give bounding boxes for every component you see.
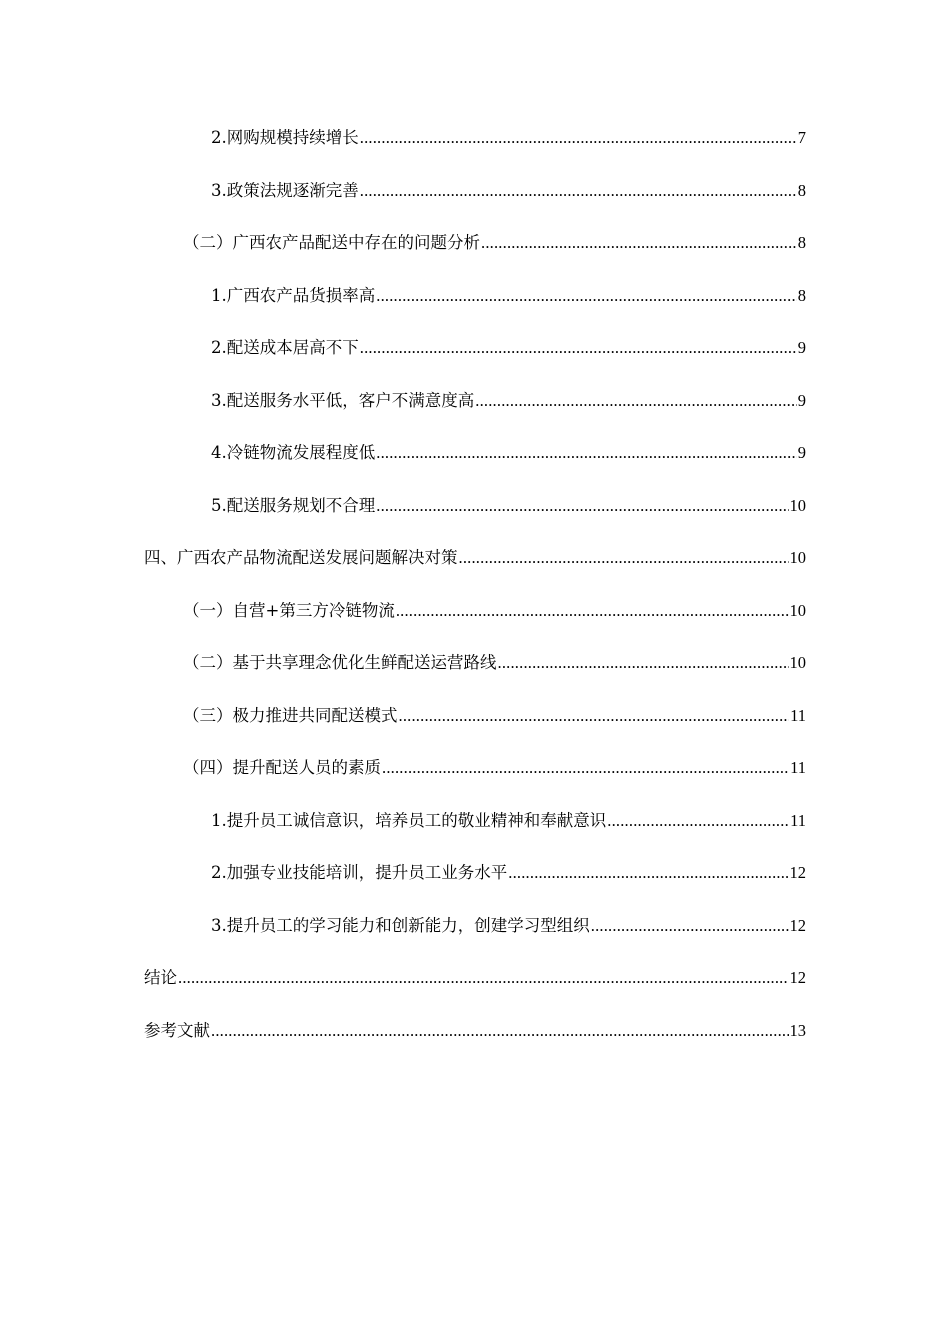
toc-entry-title: 2.加强专业技能培训，提升员工业务水平 [211, 863, 508, 883]
toc-entry[interactable] [0, 795, 806, 848]
toc-page-number: 10 [789, 653, 806, 673]
toc-entry-title: （二）基于共享理念优化生鲜配送运营路线 [183, 653, 497, 673]
toc-entry[interactable] [0, 532, 806, 585]
toc-page-number: 13 [789, 1020, 806, 1040]
toc-entry[interactable] [0, 165, 806, 218]
toc-page-number: 12 [789, 915, 806, 935]
toc-page-number: 11 [790, 705, 806, 725]
toc-entry-title: 3.配送服务水平低，客户不满意度高 [211, 390, 475, 410]
toc-page-number: 12 [789, 863, 806, 883]
toc-entry-title: 4.冷链物流发展程度低 [211, 443, 376, 463]
toc-dot-leader [382, 758, 789, 778]
toc-entry-title: （二）广西农产品配送中存在的问题分析 [183, 233, 480, 253]
toc-entry[interactable] [0, 952, 806, 1005]
toc-entry[interactable] [0, 427, 806, 480]
toc-dot-leader [475, 391, 797, 411]
table-of-contents [0, 112, 950, 1057]
toc-page-number: 12 [789, 968, 806, 988]
toc-entry[interactable] [0, 637, 806, 690]
toc-dot-leader [376, 286, 797, 306]
toc-entry-title: 3.提升员工的学习能力和创新能力，创建学习型组织 [211, 915, 590, 935]
toc-dot-leader [591, 916, 789, 936]
toc-dot-leader [481, 233, 797, 253]
toc-page-number: 8 [797, 285, 806, 305]
toc-entry-title: （三）极力推进共同配送模式 [183, 705, 398, 725]
toc-entry[interactable] [0, 585, 806, 638]
toc-page-number: 11 [790, 810, 806, 830]
toc-dot-leader [498, 653, 789, 673]
toc-dot-leader [360, 338, 797, 358]
toc-entry-title: 参考文献 [144, 1020, 210, 1040]
toc-entry-title: 四、广西农产品物流配送发展问题解决对策 [144, 548, 458, 568]
toc-page-number: 11 [790, 758, 806, 778]
toc-entry[interactable] [0, 742, 806, 795]
toc-dot-leader [399, 706, 790, 726]
toc-entry[interactable] [0, 847, 806, 900]
toc-dot-leader [360, 128, 797, 148]
toc-dot-leader [508, 863, 788, 883]
toc-page-number: 8 [797, 180, 806, 200]
toc-entry[interactable] [0, 322, 806, 375]
toc-entry[interactable] [0, 375, 806, 428]
toc-entry-title: 2.网购规模持续增长 [211, 128, 359, 148]
toc-page-number: 9 [797, 390, 806, 410]
toc-dot-leader [459, 548, 789, 568]
toc-entry-title: （四）提升配送人员的素质 [183, 758, 381, 778]
toc-dot-leader [607, 811, 789, 831]
toc-entry-title: 1.广西农产品货损率高 [211, 285, 376, 305]
toc-dot-leader [211, 1021, 789, 1041]
toc-page-number: 7 [797, 128, 806, 148]
toc-page-number: 9 [797, 338, 806, 358]
toc-dot-leader [396, 601, 789, 621]
toc-entry-title: 结论 [144, 968, 177, 988]
toc-entry[interactable] [0, 900, 806, 953]
toc-entry[interactable] [0, 217, 806, 270]
toc-entry[interactable] [0, 480, 806, 533]
toc-dot-leader [376, 496, 788, 516]
toc-entry[interactable] [0, 112, 806, 165]
toc-page-number: 9 [797, 443, 806, 463]
toc-dot-leader [376, 443, 797, 463]
toc-page-number: 10 [789, 495, 806, 515]
toc-entry[interactable] [0, 690, 806, 743]
toc-entry[interactable] [0, 270, 806, 323]
toc-entry[interactable] [0, 1005, 806, 1058]
toc-entry-title: 3.政策法规逐渐完善 [211, 180, 359, 200]
toc-page-number: 8 [797, 233, 806, 253]
toc-entry-title: （一）自营+第三方冷链物流 [183, 600, 395, 620]
toc-dot-leader [360, 181, 797, 201]
toc-entry-title: 2.配送成本居高不下 [211, 338, 359, 358]
toc-page-number: 10 [789, 548, 806, 568]
toc-dot-leader [178, 968, 789, 988]
toc-page-number: 10 [789, 600, 806, 620]
toc-entry-title: 5.配送服务规划不合理 [211, 495, 376, 515]
toc-entry-title: 1.提升员工诚信意识，培养员工的敬业精神和奉献意识 [211, 810, 607, 830]
